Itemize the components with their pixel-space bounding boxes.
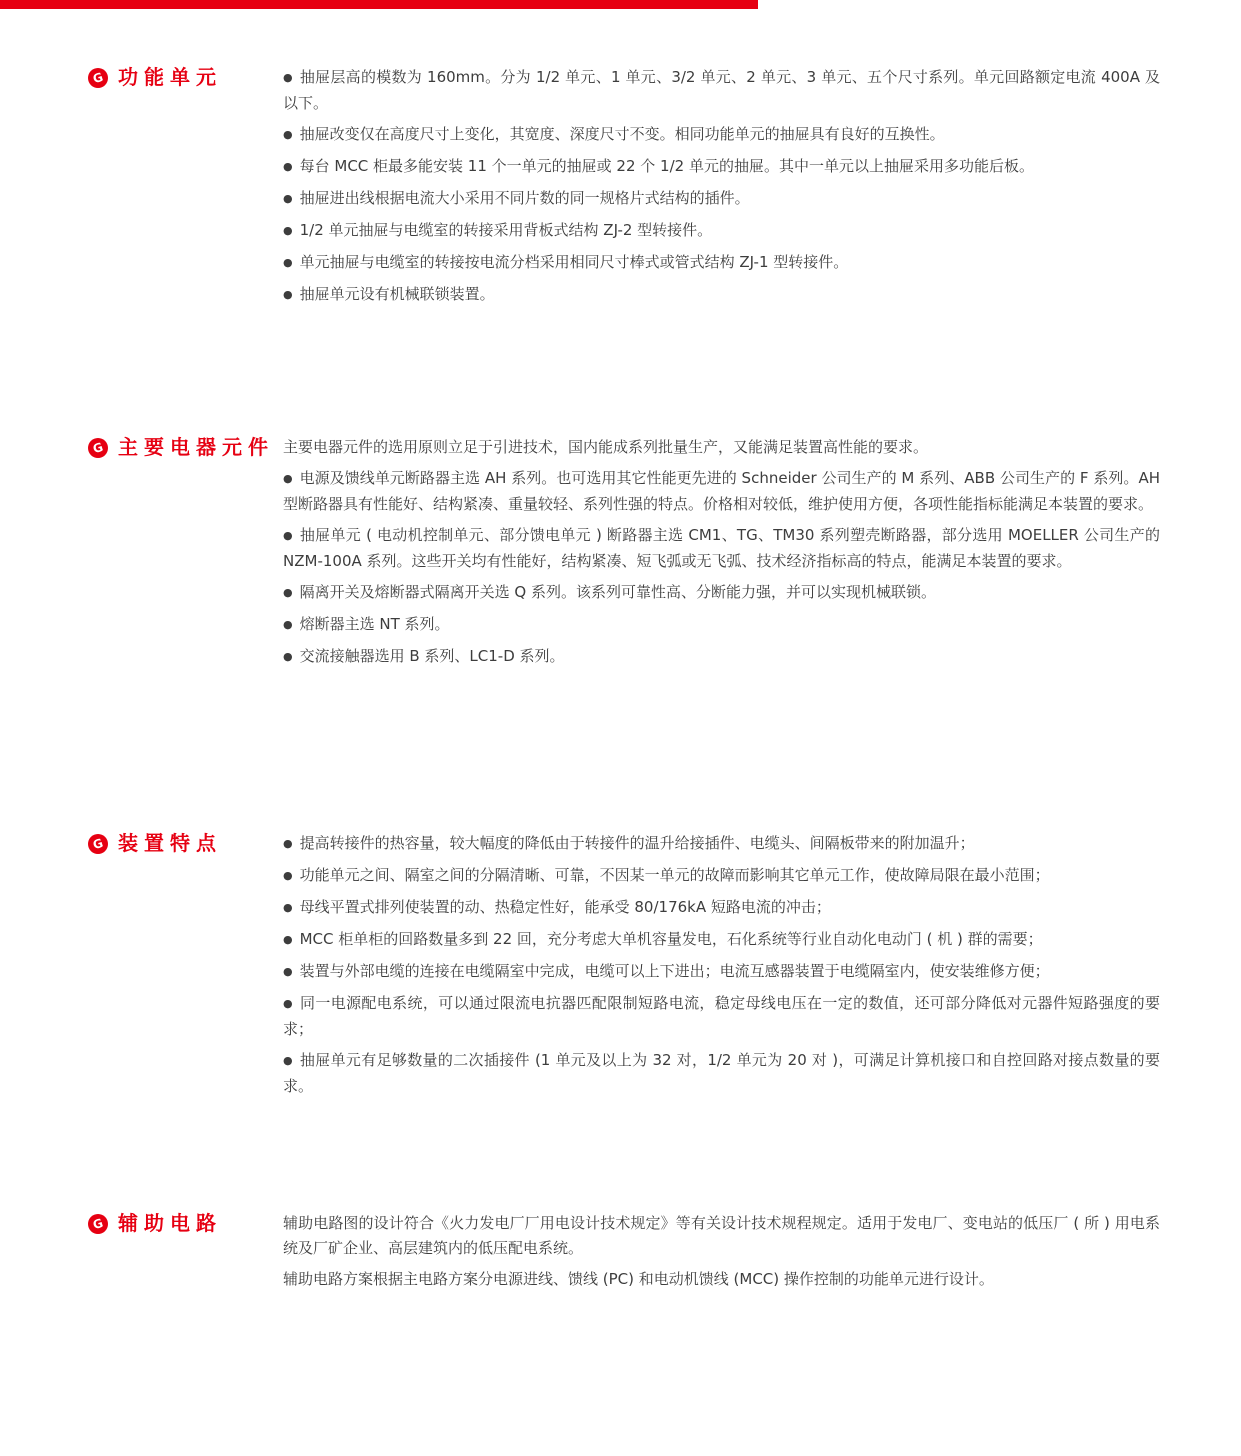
bullet-text: 单元抽屉与电缆室的转接按电流分档采用相同尺寸棒式或管式结构 ZJ-1 型转接件。 bbox=[299, 253, 849, 271]
section-auxiliary-circuit bbox=[0, 1211, 1241, 1298]
bullet-dot-icon: ● bbox=[283, 618, 293, 631]
bullet-item bbox=[283, 65, 1160, 116]
bullet-dot-icon: ● bbox=[283, 650, 293, 663]
badge-letter: G bbox=[91, 439, 105, 456]
bullet-item bbox=[283, 466, 1160, 517]
bullet-text: 抽屉层高的模数为 160mm。分为 1/2 单元、1 单元、3/2 单元、2 单元、3 单元、五个尺寸系列。单元回路额定电流 400A 及以下。 bbox=[283, 68, 1160, 112]
body-paragraph: 辅助电路方案根据主电路方案分电源进线、馈线 (PC) 和电动机馈线 (MCC) 操作控制的功能单元进行设计。 bbox=[283, 1270, 994, 1288]
brand-badge-icon bbox=[88, 438, 108, 458]
bullet-item bbox=[283, 186, 1160, 212]
bullet-text: 熔断器主选 NT 系列。 bbox=[299, 615, 450, 633]
bullet-item bbox=[283, 282, 1160, 308]
body-paragraph: 辅助电路图的设计符合《火力发电厂厂用电设计技术规定》等有关设计技术规程规定。适用于发电厂、变电站的低压厂 ( 所 ) 用电系统及厂矿企业、高层建筑内的低压配电系统。 bbox=[283, 1214, 1160, 1257]
bullet-text: 每台 MCC 柜最多能安装 11 个一单元的抽屉或 22 个 1/2 单元的抽屉。其中一单元以上抽屉采用多功能后板。 bbox=[299, 157, 1034, 175]
section-header bbox=[88, 65, 222, 90]
bullet-text: 隔离开关及熔断器式隔离开关选 Q 系列。该系列可靠性高、分断能力强，并可以实现机械联锁。 bbox=[299, 583, 936, 601]
brand-badge-icon bbox=[88, 1214, 108, 1234]
bullet-dot-icon: ● bbox=[283, 288, 293, 301]
brand-badge-icon bbox=[88, 834, 108, 854]
bullet-dot-icon: ● bbox=[283, 837, 293, 850]
section-header bbox=[88, 831, 222, 856]
brand-badge-icon bbox=[88, 68, 108, 88]
bullet-item bbox=[283, 580, 1160, 606]
bullet-item bbox=[283, 154, 1160, 180]
top-accent-bar bbox=[0, 0, 758, 9]
badge-letter: G bbox=[91, 1215, 105, 1232]
bullet-text: 提高转接件的热容量，较大幅度的降低由于转接件的温升给接插件、电缆头、间隔板带来的附加温升； bbox=[299, 834, 975, 852]
bullet-item bbox=[283, 644, 1160, 670]
bullet-text: 抽屉改变仅在高度尺寸上变化，其宽度、深度尺寸不变。相同功能单元的抽屉具有良好的互换性。 bbox=[299, 125, 945, 143]
bullet-dot-icon: ● bbox=[283, 128, 293, 141]
bullet-item bbox=[283, 218, 1160, 244]
bullet-item bbox=[283, 831, 1160, 857]
bullet-item bbox=[283, 1048, 1160, 1099]
bullet-text: 抽屉单元 ( 电动机控制单元、部分馈电单元 ) 断路器主选 CM1、TG、TM30 系列塑壳断路器，部分选用 MOELLER 公司生产的 NZM-100A 系列。这些开关均有性能好，结构紧凑、短飞弧或无飞弧、技术经济指标高的特点，能满足本装置的要求。 bbox=[283, 526, 1160, 570]
section-body bbox=[283, 1211, 1160, 1292]
section-header bbox=[88, 435, 274, 460]
section-title: 功能单元 bbox=[118, 65, 222, 89]
bullet-text: 电源及馈线单元断路器主选 AH 系列。也可选用其它性能更先进的 Schneider 公司生产的 M 系列、ABB 公司生产的 F 系列。AH 型断路器具有性能好、结构紧凑、重量较轻、系列性强的特点。价格相对较低，维护使用方便，各项性能指标能满足本装置的要求。 bbox=[283, 469, 1160, 513]
badge-letter: G bbox=[91, 69, 105, 86]
bullet-dot-icon: ● bbox=[283, 933, 293, 946]
bullet-dot-icon: ● bbox=[283, 71, 293, 84]
section-title: 装置特点 bbox=[118, 831, 222, 855]
section-device-features bbox=[0, 831, 1241, 1105]
bullet-text: 功能单元之间、隔室之间的分隔清晰、可靠，不因某一单元的故障而影响其它单元工作，使故障局限在最小范围； bbox=[299, 866, 1050, 884]
bullet-dot-icon: ● bbox=[283, 529, 293, 542]
bullet-item bbox=[283, 612, 1160, 638]
bullet-text: 同一电源配电系统，可以通过限流电抗器匹配限制短路电流，稳定母线电压在一定的数值，还可部分降低对元器件短路强度的要求； bbox=[283, 994, 1160, 1038]
bullet-item bbox=[283, 863, 1160, 889]
section-title: 主要电器元件 bbox=[118, 435, 274, 459]
bullet-text: 母线平置式排列使装置的动、热稳定性好，能承受 80/176kA 短路电流的冲击； bbox=[299, 898, 831, 916]
bullet-dot-icon: ● bbox=[283, 901, 293, 914]
bullet-item bbox=[283, 523, 1160, 574]
bullet-dot-icon: ● bbox=[283, 160, 293, 173]
bullet-dot-icon: ● bbox=[283, 1054, 293, 1067]
bullet-item bbox=[283, 250, 1160, 276]
bullet-text: MCC 柜单柜的回路数量多到 22 回，充分考虑大单机容量发电，石化系统等行业自动化电动门 ( 机 ) 群的需要； bbox=[299, 930, 1043, 948]
badge-letter: G bbox=[91, 835, 105, 852]
bullet-text: 抽屉单元设有机械联锁装置。 bbox=[299, 285, 495, 303]
bullet-dot-icon: ● bbox=[283, 192, 293, 205]
section-title: 辅助电路 bbox=[118, 1211, 222, 1235]
bullet-text: 抽屉进出线根据电流大小采用不同片数的同一规格片式结构的插件。 bbox=[299, 189, 750, 207]
bullet-item bbox=[283, 927, 1160, 953]
bullet-dot-icon: ● bbox=[283, 869, 293, 882]
section-body bbox=[283, 831, 1160, 1099]
bullet-text: 装置与外部电缆的连接在电缆隔室中完成，电缆可以上下进出；电流互感器装置于电缆隔室内，使安装维修方便； bbox=[299, 962, 1050, 980]
bullet-dot-icon: ● bbox=[283, 472, 293, 485]
bullet-item bbox=[283, 991, 1160, 1042]
intro-paragraph: 主要电器元件的选用原则立足于引进技术，国内能成系列批量生产，又能满足装置高性能的要求。 bbox=[283, 438, 929, 456]
section-functional-unit bbox=[0, 65, 1241, 314]
section-body bbox=[283, 435, 1160, 670]
bullet-item bbox=[283, 895, 1160, 921]
bullet-dot-icon: ● bbox=[283, 965, 293, 978]
bullet-item bbox=[283, 959, 1160, 985]
bullet-text: 抽屉单元有足够数量的二次插接件 (1 单元及以上为 32 对，1/2 单元为 20 对 )，可满足计算机接口和自控回路对接点数量的要求。 bbox=[283, 1051, 1160, 1095]
bullet-dot-icon: ● bbox=[283, 997, 293, 1010]
bullet-item bbox=[283, 122, 1160, 148]
section-main-electrical-components bbox=[0, 435, 1241, 676]
bullet-text: 交流接触器选用 B 系列、LC1-D 系列。 bbox=[299, 647, 565, 665]
bullet-dot-icon: ● bbox=[283, 586, 293, 599]
bullet-dot-icon: ● bbox=[283, 256, 293, 269]
section-body bbox=[283, 65, 1160, 308]
bullet-text: 1/2 单元抽屉与电缆室的转接采用背板式结构 ZJ-2 型转接件。 bbox=[299, 221, 713, 239]
section-header bbox=[88, 1211, 222, 1236]
bullet-dot-icon: ● bbox=[283, 224, 293, 237]
